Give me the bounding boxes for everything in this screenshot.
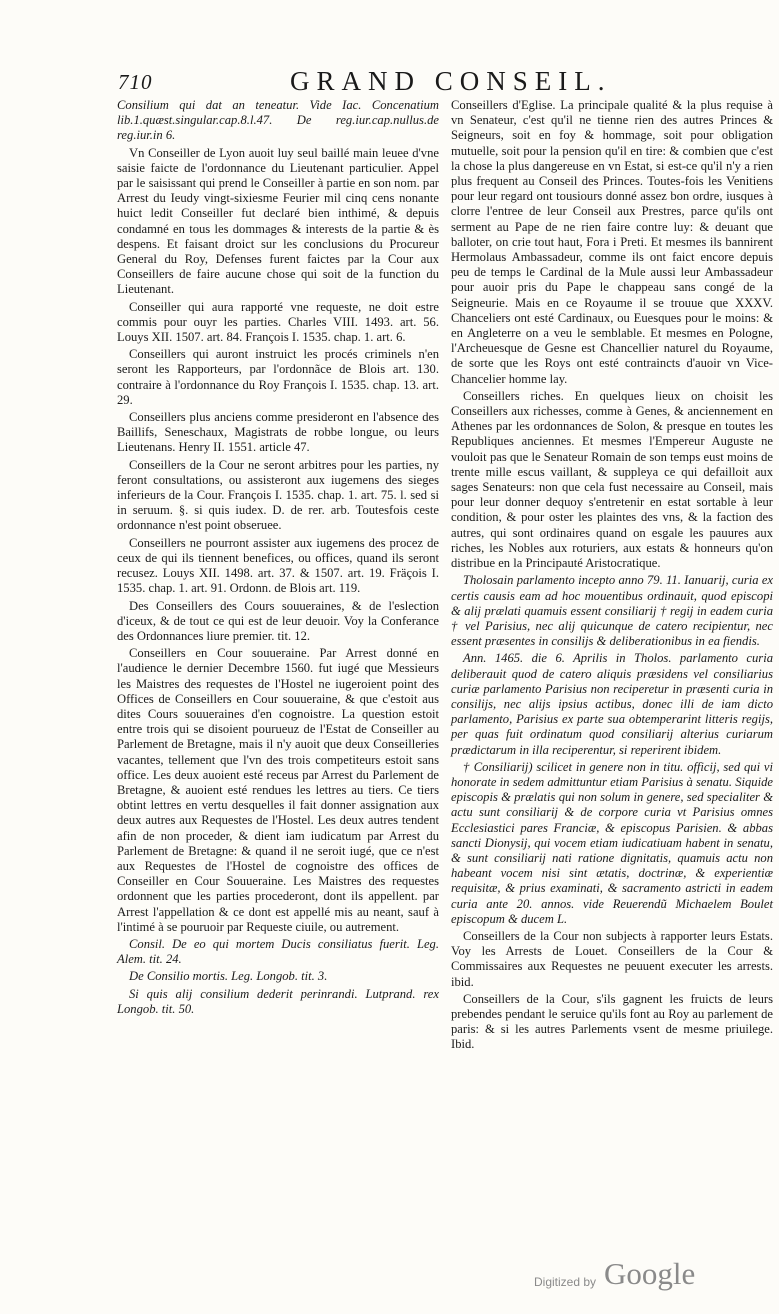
paragraph: Consil. De eo qui mortem Ducis consiliatus fuerit. Leg. Alem. tit. 24.: [117, 936, 439, 967]
paragraph: † Consiliarij) scilicet in genere non in titu. officij, sed qui vi honorate in sedem admittuntur etiam Parisius à senatu. Siquide episcopis & prælatis qui non solum in genere, sed specialiter & actu sunt consiliarij & de corpore curia vt Parisius omnes Ecclesiastici pares Franciæ, & episcopus Parisien. & abbas sancti Dionysij, qui vocem etiam iudicatiuam habent in senatu, & sunt consiliarij nati ratione dignitatis, quamuis actu non habeant vocem nisi sint ætatis, doctrinæ, & experientiæ requisitæ, & prius examinati, & sacramento astricti in eadem curia ante 20. annos. vide Reuerendũ Michaelem Boulet episcopum & ducem L.: [451, 759, 773, 926]
paragraph: Consilium qui dat an teneatur. Vide Iac. Concenatium lib.1.quæst.singular.cap.8.l.47. De reg.iur.cap.nullus.de reg.iur.in 6.: [117, 98, 439, 143]
paragraph: Des Conseillers des Cours souueraines, & de l'eslection d'iceux, & de tout ce qui est de leur deuoir. Voy la Conferance des Ordonnances liure premier. tit. 12.: [117, 598, 439, 643]
paragraph: Conseillers plus anciens comme presideront en l'absence des Baillifs, Seneschaux, Magistrats de robbe longue, ou leurs Lieutenans. Henry II. 1551. article 47.: [117, 410, 439, 455]
paragraph: Vn Conseiller de Lyon auoit luy seul baillé main leuee d'vne saisie faicte de l'ordonnance du Lieutenant particulier. Appel par le saisissant qui prend le Conseiller à partie en son nom. par Arrest du Ieudy vingt-sixiesme Feurier mil cinq cens nonante huict ledit Conseiller fut declaré bien inthimé, & depuis condamné en tous les dommages & interests de la partie & ès despens. Et faisant droict sur les conclusions du Procureur General du Roy, Defenses furent faictes par la Cour aux Conseillers de faire aucune chose qui soit de la function du Lieutenant.: [117, 145, 439, 297]
watermark-digitized-by: Digitized by: [534, 1275, 597, 1289]
paragraph: Tholosain parlamento incepto anno 79. 11. Ianuarij, curia ex certis causis eam ad hoc mouentibus ordinauit, quod episcopi & alij prælati quamuis essent consiliarij † regij in eadem curia † vel Parisius, nec alij quicunque de catero recipientur, nec essent præsentes in consilijs & deliberationibus in ea fiendis.: [451, 573, 773, 649]
paragraph: Conseillers ne pourront assister aux iugemens des procez de ceux de qui ils tiennent benefices, ou offices, quand ils seront recusez. Louys XII. 1498. art. 37. & 1507. art. 19. Fräçois I. 1535. chap. 1. art. 91. Ordonn. de Blois art. 119.: [117, 535, 439, 596]
paragraph: Conseillers de la Cour ne seront arbitres pour les parties, ny feront consultations, ou assisteront aux iugemens des sieges inferieurs de la Cour. François I. 1535. chap. 1. art. 75. l. sed si in seruum. §. si quis iudex. D. de rer. arb. Toutesfois ceste ordonnance n'est point obseruee.: [117, 457, 439, 533]
paragraph: De Consilio mortis. Leg. Longob. tit. 3.: [129, 969, 328, 984]
paragraph: Si quis alij consilium dederit perinrandi. Lutprand. rex Longob. tit. 50.: [117, 986, 439, 1016]
google-watermark: [534, 1258, 754, 1298]
paragraph: Conseillers de la Cour, s'ils gagnent les fruicts de leurs prebendes pendant le seruice qu'ils font au Roy au parlement de paris: & si les autres Parlements vsent de mesme priuilege. Ibid.: [451, 991, 773, 1052]
watermark-google-logo: Google: [604, 1256, 696, 1291]
page-number: 710: [118, 70, 153, 94]
running-head: GRAND CONSEIL.: [290, 66, 612, 96]
paragraph: Ann. 1465. die 6. Aprilis in Tholos. parlamento curia deliberauit quod de catero aliquis præsidens vel consiliarius curiæ parlamento Parisius non reciperetur in præsenti curia in consilijs, nec alijs ipsius actibus, donec illi de iam dicto parlamento, Parisius ex parte sua obtemperarint litteris regijs, per quas fuit ordinatum quod consiliarij alterius curiarum prædictarum in illa reciperentur, si reperirent ibidem.: [451, 651, 773, 757]
paragraph: Conseillers qui auront instruict les procés criminels n'en seront les Rapporteurs, par l'ordonnãce de Blois art. 130. contraire à l'ordonnance du Roy François I. 1535. chap. 13. art. 29.: [117, 347, 439, 407]
left-column: [117, 98, 439, 1019]
right-column: [451, 98, 773, 1055]
paragraph: Conseillers en Cour souueraine. Par Arrest donné en l'audience le dernier Decembre 1560. fut iugé que Messieurs les Maistres des requestes de l'Hostel ne iugeroient point des Offices de Conseillers en Cour souueraine, & que c'estoit aus dites Cours souueraines d'en cognoistre. La question estoit entre trois qui se disoient pourueuz de l'Estat de Conseiller au Parlement de Bretagne, mais il n'y auoit que deux Conseilleries vacantes, tellement que l'vn des trois competiteurs estoit sans office. Les deux auoient esté receus par Arrest du Parlement de Bretagne, & auoient esté rendues les lettres au tiers. Ce tiers obtint lettres en vertu desquelles il fait donner assignation aux deux autres aux Requestes de l'Hostel. Les deux autres tendent afin de non proceder, & dient iam iudicatum par Arrest du Parlement de Bretagne: & quand il ne seroit iugé, que ce n'est aux Requestes de l'Hostel de cognoistre des offices de Conseiller en Cour Souueraine. Les Maistres des requestes ordonnent que les parties procederont, dont ils appellent. par Arrest l'appellation & ce dont est appellé mis au neant, sauf à l'intimé à se pouruoir par Requeste ciuile, ou autrement.: [117, 646, 439, 934]
paragraph: Conseillers riches. En quelques lieux on choisit les Conseillers aux richesses, comme à Genes, & anciennement en Athenes par les ordonnances de Solon, & presque en toutes les Republiques anciennes. Et mesmes l'Empereur Auguste ne vouloit pas que le Senateur Romain de son temps eust moins de trente mille escus vaillant, & suppleya ce qui defailloit aux sages Senateurs: non que cela fust necessaire au Conseil, mais pour leur donner dequoy s'entretenir en estat sortable à leur condition, & pour oster les plaintes des vns, & la faction des autres, qui sont ordinaires quand on esgale les pauures aux riches, les Nobles aux roturiers, aux estats & honneurs qu'on distribue en la Principauté Aristocratique.: [451, 388, 773, 571]
page-header: [118, 68, 778, 98]
paragraph: Conseillers de la Cour non subjects à rapporter leurs Estats. Voy les Arrests de Louet. Conseillers de la Cour & Commissaires aux Requestes ne peuuent executer les arrests. ibid.: [451, 928, 773, 989]
paragraph: Conseillers d'Eglise. La principale qualité & la plus requise à vn Senateur, c'est qu'il ne tienne rien des autres Princes & Seigneurs, soit en foy & hommage, soit pour obligation mutuelle, soit pour la pension qu'il en tire: & combien que c'est la chose la plus dangereuse en vn Estat, si est-ce qu'il n'y a rien plus frequent au Conseil des Princes. Toutes-fois les Venitiens pour leur regard ont tousiours donné assez bon ordre, iusques à clorre l'entree de leur Conseil aux Prestres, parce qu'ils ont serment au Pape de ne rien faire contre luy: & deuant que balloter, on crie tout haut, Fora i Preti. Et mesmes ils bannirent Hermolaus Ambassadeur, comme ils ont faict encore depuis peu de temps le Cardinal de la Mule aussi leur Ambassadeur pour auoir pris du Pape le chappeau sans congé de la Seigneurie. Mais en ce Royaume il se trouue que XXXV. Chanceliers ont esté Cardinaux, ou Euesques pour le moins: & en Angleterre on a veu le semblable. Et mesmes en Pologne, l'Archeuesque de Gesne est Chancellier naturel du Royaume, de sorte que les Roys ont esté contraincts d'auoir vn Vice-Chancelier homme lay.: [451, 98, 773, 386]
paragraph: Conseiller qui aura rapporté vne requeste, ne doit estre commis pour ouyr les parties. Charles VIII. 1493. art. 56. Louys XII. 1507. art. 84. François I. 1535. chap. 1. art. 6.: [117, 299, 439, 345]
